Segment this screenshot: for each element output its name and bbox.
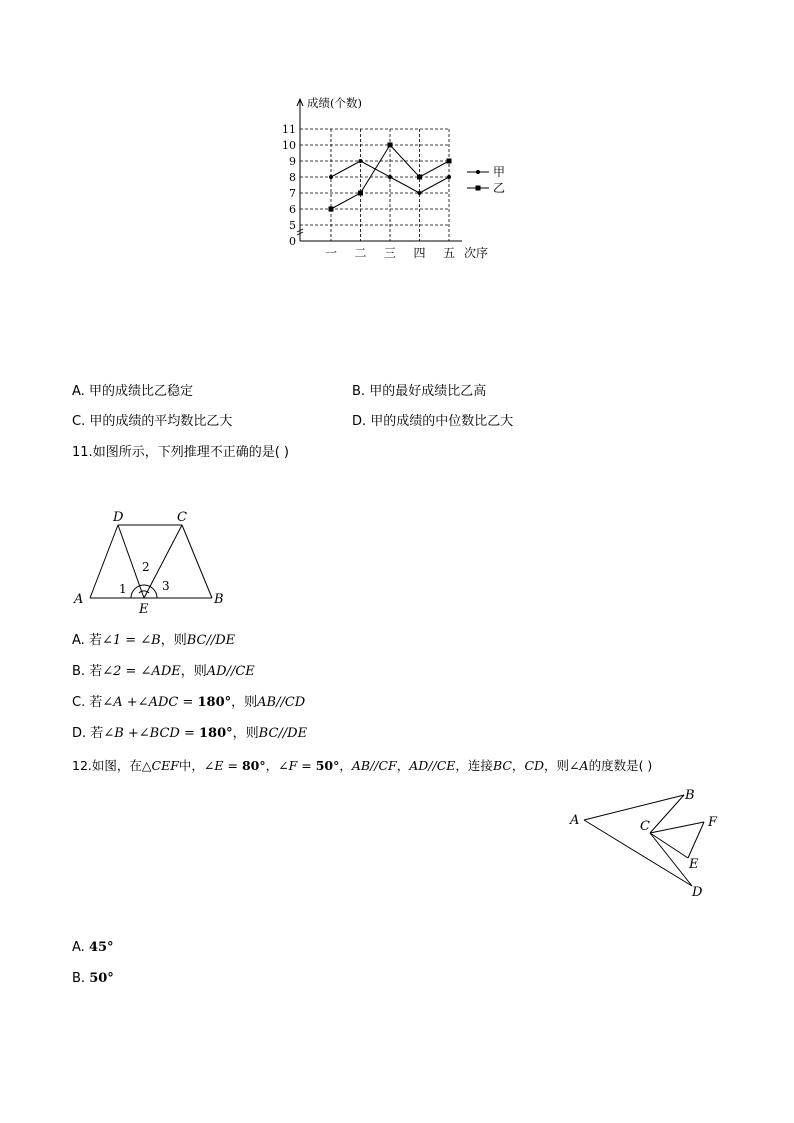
label-a: A <box>74 592 84 607</box>
data-point-dot <box>359 159 363 163</box>
q10-line-chart <box>270 88 520 268</box>
y-tick-label: 11 <box>282 123 296 136</box>
option-prefix: 若 <box>90 726 104 741</box>
option-letter: B. <box>352 384 366 399</box>
x-tick-label: 三 <box>383 246 397 260</box>
segment-ef <box>688 822 704 858</box>
option-letter: A. <box>72 633 85 648</box>
stem-text: ，连接 <box>455 758 493 773</box>
option-letter: A. <box>72 384 85 399</box>
stem-degrees: 50° <box>315 758 340 773</box>
option-text: 甲的最好成绩比乙高 <box>369 384 487 399</box>
q11-option-b <box>72 664 255 680</box>
legend-label: 乙 <box>493 181 506 195</box>
label-c: C <box>640 819 650 834</box>
option-separator: ，则 <box>160 633 187 648</box>
q11-option-a <box>72 633 235 649</box>
chart-grid <box>300 129 449 241</box>
option-separator: ，则 <box>231 695 258 710</box>
option-condition: ∠2 = ∠ADE <box>102 664 181 679</box>
label-e: E <box>139 602 149 617</box>
label-d: D <box>113 510 124 525</box>
q12-option-b <box>72 971 114 987</box>
option-text: 甲的成绩的平均数比乙大 <box>89 414 233 429</box>
stem-math: △CEF <box>141 758 179 773</box>
stem-math: AB//CF <box>351 758 397 773</box>
q11-trapezoid-figure <box>70 505 230 617</box>
option-letter: C. <box>72 695 86 710</box>
stem-math: ∠F = <box>278 758 316 773</box>
y-tick-label: 10 <box>282 139 296 152</box>
stem-text: 中， <box>178 758 204 773</box>
option-separator: ，则 <box>180 664 207 679</box>
chart-legend <box>467 165 505 195</box>
x-tick-label: 一 <box>324 246 338 260</box>
q11-option-c <box>72 695 305 711</box>
y-tick-label: 8 <box>289 171 296 184</box>
q12-stem <box>72 758 652 774</box>
angle-arc-outer <box>131 585 157 598</box>
option-value: 50° <box>89 971 114 986</box>
question-text: 如图所示，下列推理不正确的是( ) <box>92 445 289 460</box>
label-a: A <box>570 813 580 828</box>
option-text: 甲的成绩比乙稳定 <box>88 384 193 399</box>
q10-option-a <box>72 384 193 400</box>
segment-cb <box>182 525 212 598</box>
option-condition: ∠B +∠BCD = <box>103 726 199 741</box>
option-prefix: 若 <box>88 633 102 648</box>
option-degrees: 180° <box>199 726 233 741</box>
segment-cd <box>650 833 692 886</box>
stem-math: BC <box>492 758 512 773</box>
x-axis-title: 次序 <box>464 246 489 260</box>
option-letter: A. <box>72 940 85 955</box>
y-tick-label: 5 <box>289 219 296 232</box>
q10-option-b <box>352 384 486 400</box>
option-conclusion: AB//CD <box>257 695 306 710</box>
legend-marker-dot <box>476 170 480 174</box>
stem-text: ， <box>511 758 525 773</box>
legend-label: 甲 <box>493 165 506 179</box>
option-conclusion: BC//DE <box>186 633 236 648</box>
q11-stem <box>72 445 289 461</box>
segment-ad <box>584 820 692 886</box>
y-tick-label: 9 <box>289 155 296 168</box>
stem-text: ，则 <box>544 758 570 773</box>
label-d: D <box>692 885 703 900</box>
data-point-dot <box>329 175 333 179</box>
x-tick-label: 二 <box>354 246 367 260</box>
option-text: 甲的成绩的中位数比乙大 <box>370 414 514 429</box>
data-point-square <box>388 143 393 148</box>
y-tick-label: 0 <box>289 235 296 248</box>
stem-math: AD//CE <box>409 758 456 773</box>
data-point-square <box>447 159 452 164</box>
label-angle-1: 1 <box>119 582 127 596</box>
stem-text: 的度数是( ) <box>588 758 653 773</box>
x-tick-label: 四 <box>413 246 426 260</box>
data-point-square <box>329 207 334 212</box>
stem-text: 如图，在 <box>91 758 142 773</box>
stem-math: ∠E = <box>203 758 242 773</box>
stem-text: ， <box>396 758 410 773</box>
label-f: F <box>708 815 718 830</box>
x-tick-label: 五 <box>442 246 456 260</box>
option-conclusion: AD//CE <box>206 664 255 679</box>
data-point-dot <box>418 191 422 195</box>
stem-degrees: 80° <box>241 758 266 773</box>
q12-option-a <box>72 940 114 956</box>
label-angle-2: 2 <box>142 560 150 574</box>
option-prefix: 若 <box>89 695 103 710</box>
q12-figure <box>564 782 734 907</box>
stem-text: ， <box>339 758 352 773</box>
label-c: C <box>177 510 187 525</box>
option-prefix: 若 <box>89 664 103 679</box>
q10-option-d <box>352 414 513 430</box>
label-e: E <box>689 857 699 872</box>
segment-ce <box>650 833 688 858</box>
stem-text: ， <box>265 758 279 773</box>
segment-ab <box>584 795 684 820</box>
y-tick-label: 7 <box>289 187 296 200</box>
option-letter: B. <box>72 971 86 986</box>
label-b: B <box>685 788 695 803</box>
data-point-dot <box>388 175 392 179</box>
segment-ad <box>90 525 118 598</box>
option-conclusion: BC//DE <box>258 726 308 741</box>
q11-option-d <box>72 726 307 742</box>
question-number: 12. <box>72 758 92 773</box>
q10-option-c <box>72 414 232 430</box>
y-tick-label: 6 <box>289 203 296 216</box>
legend-marker-square <box>476 186 481 191</box>
option-letter: C. <box>72 414 86 429</box>
stem-math: CD <box>524 758 545 773</box>
data-point-dot <box>447 175 451 179</box>
stem-math: ∠A <box>569 758 589 773</box>
y-axis-title: 成绩(个数) <box>307 96 362 110</box>
option-condition: ∠A +∠ADC = <box>102 695 198 710</box>
chart-axes <box>282 96 488 260</box>
option-value: 45° <box>88 940 114 955</box>
question-number: 11. <box>72 445 93 460</box>
option-degrees: 180° <box>197 695 232 710</box>
data-point-square <box>358 191 363 196</box>
option-letter: B. <box>72 664 86 679</box>
label-angle-3: 3 <box>162 579 170 593</box>
option-letter: D. <box>352 414 367 429</box>
data-point-square <box>417 175 422 180</box>
label-b: B <box>214 592 224 607</box>
option-letter: D. <box>72 726 87 741</box>
option-condition: ∠1 = ∠B <box>101 633 161 648</box>
option-separator: ，则 <box>232 726 259 741</box>
